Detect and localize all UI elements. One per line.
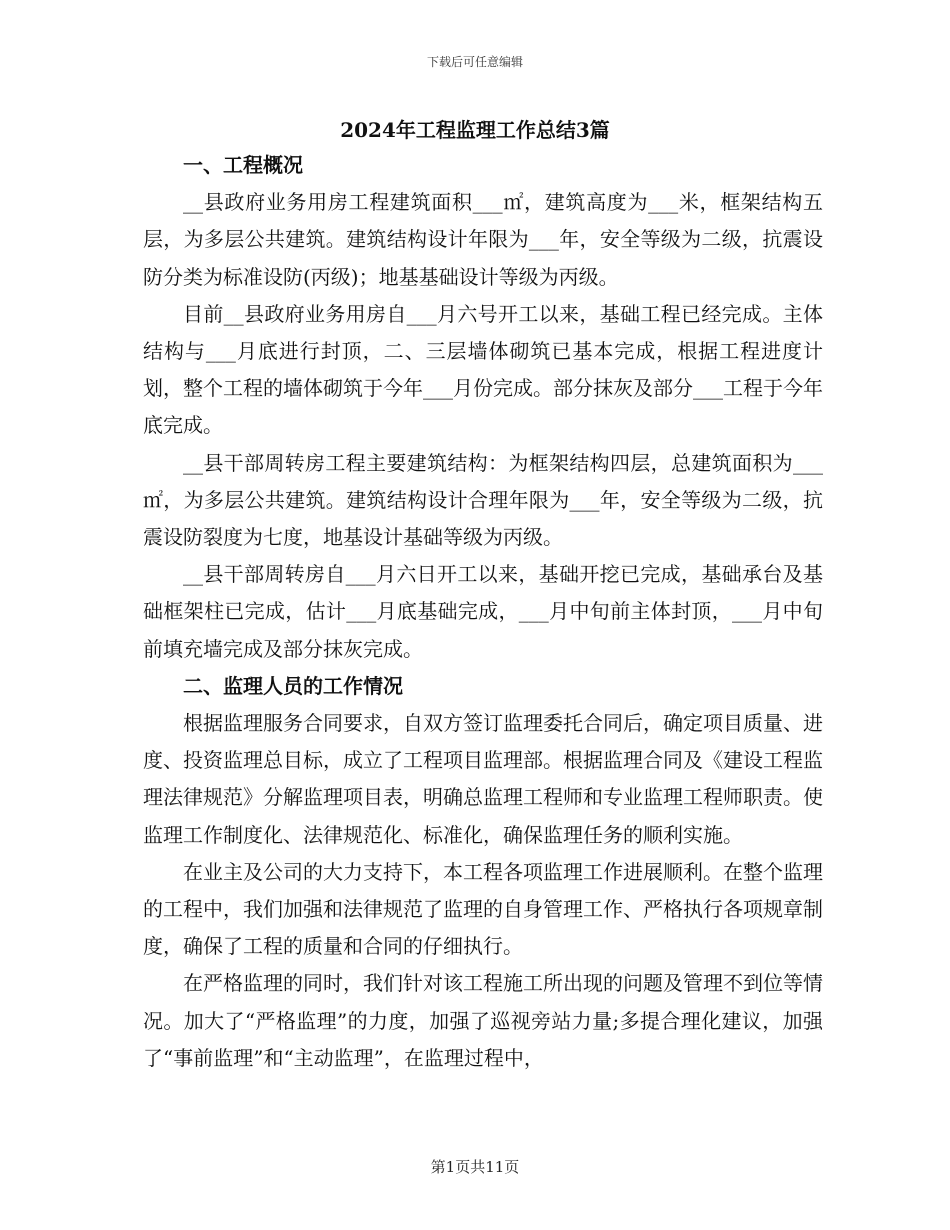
paragraph: __县政府业务用房工程建筑面积___㎡，建筑高度为___米，框架结构五层，为多层公共建筑。建筑结构设计年限为___年，安全等级为二级，抗震设防分类为标准设防(丙级)；地基基础设计等级为丙级。: [143, 190, 823, 289]
section-heading: 二、监理人员的工作情况: [183, 673, 403, 698]
document-title: 2024年工程监理工作总结3篇: [340, 118, 610, 142]
document-body: [143, 147, 823, 1077]
paragraph: __县干部周转房自___月六日开工以来，基础开挖已完成，基础承台及基础框架柱已完成，估计___月底基础完成，___月中旬前主体封顶，___月中旬前填充墙完成及部分抹灰完成。: [143, 562, 823, 661]
paragraph: 目前__县政府业务用房自___月六号开工以来，基础工程已经完成。主体结构与___月底进行封顶，二、三层墙体砌筑已基本完成，根据工程进度计划，整个工程的墙体砌筑于今年___月份完成。部分抹灰及部分___工程于今年底完成。: [143, 301, 823, 438]
page-number: 第1页共11页: [430, 1158, 520, 1176]
paragraph: 在严格监理的同时，我们针对该工程施工所出现的问题及管理不到位等情况。加大了“严格监理”的力度，加强了巡视旁站力量;多提合理化建议，加强了“事前监理”和“主动监理”，在监理过程中，: [143, 971, 823, 1070]
paragraph: 根据监理服务合同要求，自双方签订监理委托合同后，确定项目质量、进度、投资监理总目标，成立了工程项目监理部。根据监理合同及《建设工程监理法律规范》分解监理项目表，明确总监理工程师和专业监理工程师职责。使监理工作制度化、法律规范化、标准化，确保监理任务的顺利实施。: [143, 711, 823, 847]
header-note: 下载后可任意编辑: [426, 55, 523, 69]
paragraph: 在业主及公司的大力支持下，本工程各项监理工作进展顺利。在整个监理的工程中，我们加强和法律规范了监理的自身管理工作、严格执行各项规章制度，确保了工程的质量和合同的仔细执行。: [143, 859, 823, 959]
section-heading: 一、工程概况: [183, 153, 303, 177]
paragraph: __县干部周转房工程主要建筑结构：为框架结构四层，总建筑面积为___㎡，为多层公共建筑。建筑结构设计合理年限为___年，安全等级为二级，抗震设防裂度为七度，地基设计基础等级为丙级。: [143, 450, 823, 550]
